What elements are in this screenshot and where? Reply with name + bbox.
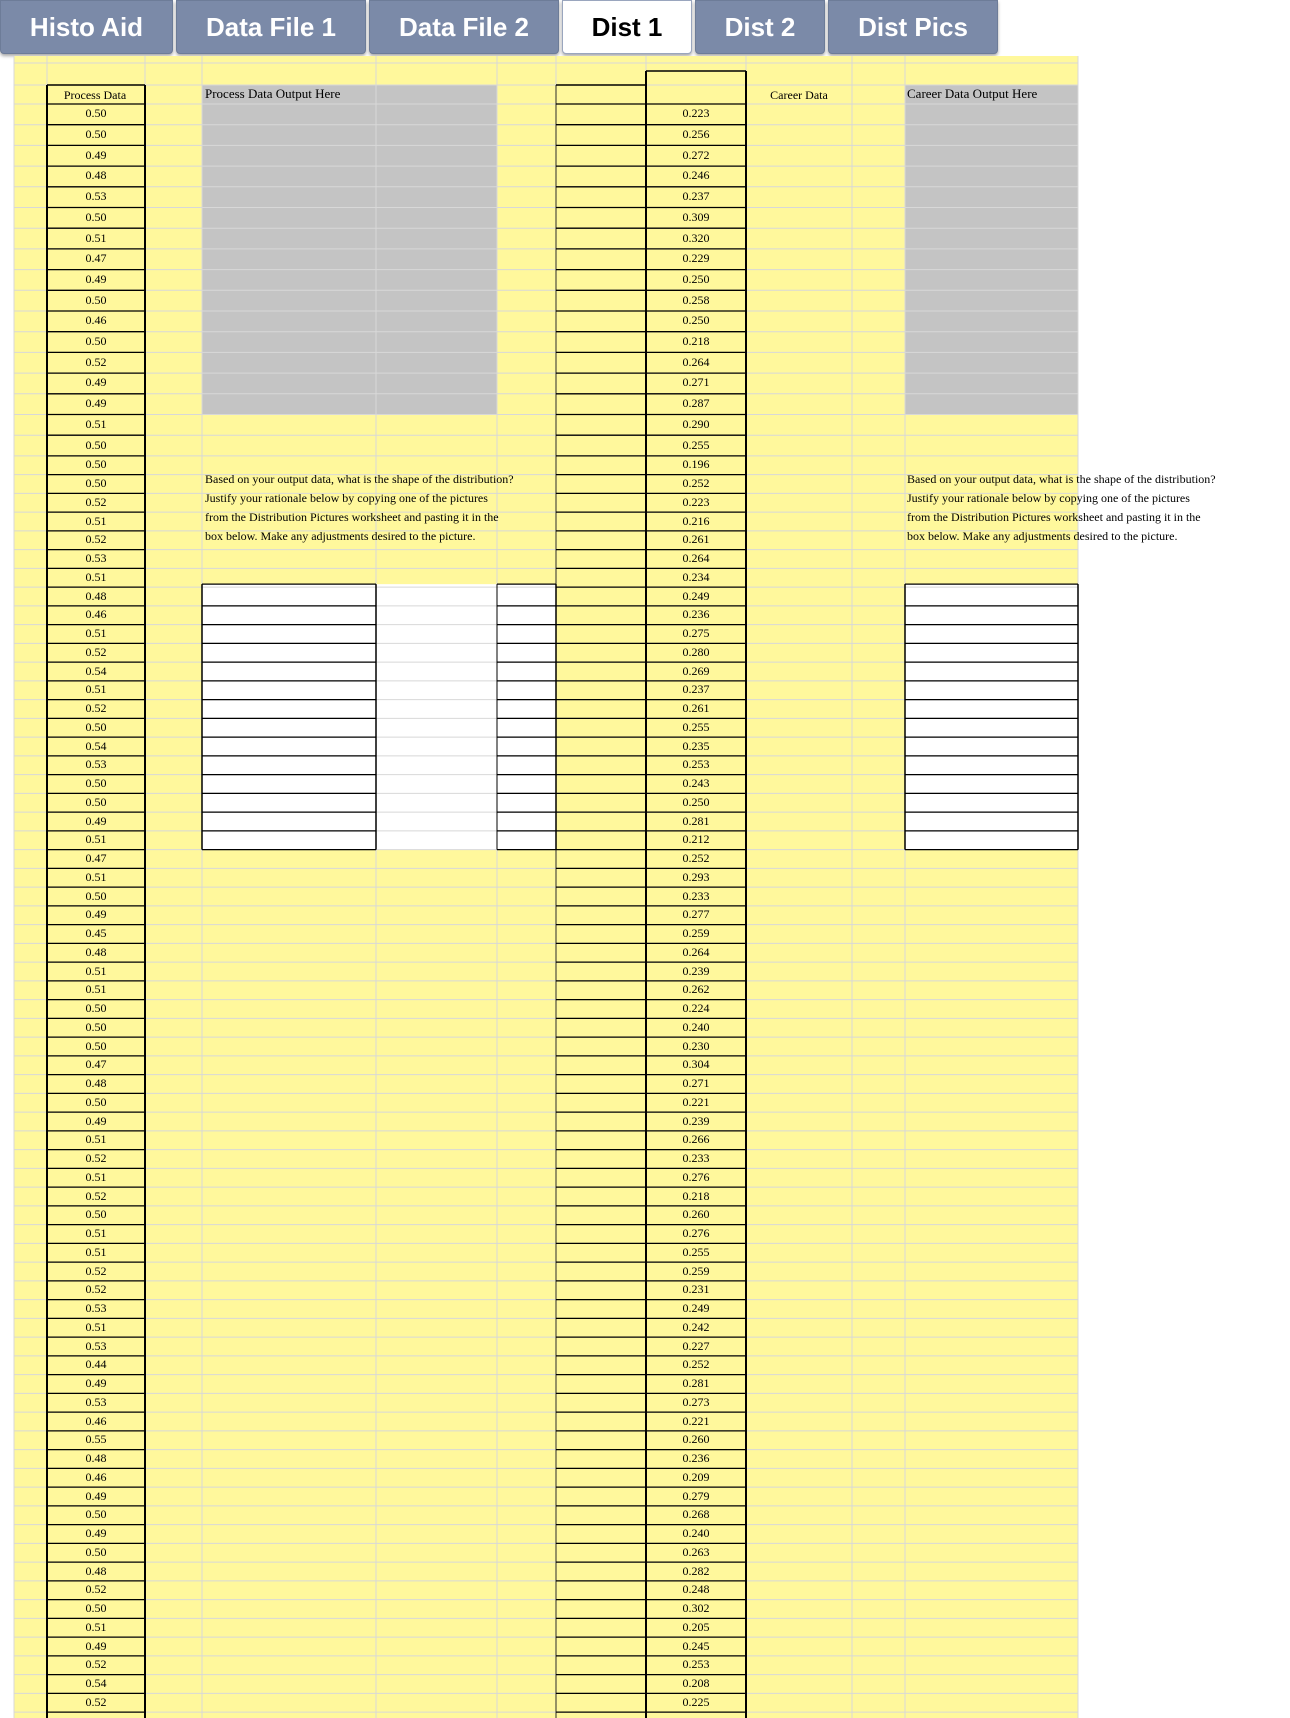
process-data-cell[interactable]: 0.54 — [85, 1676, 107, 1691]
career-data-cell[interactable]: 0.266 — [682, 1132, 710, 1147]
career-data-cell[interactable]: 0.260 — [682, 1207, 710, 1222]
process-question-line-2: Justify your rationale below by copying one of the pictures — [205, 490, 488, 505]
process-data-cell[interactable]: 0.51 — [85, 1619, 107, 1634]
career-data-cell[interactable]: 0.243 — [682, 776, 710, 791]
process-data-cell[interactable]: 0.47 — [85, 851, 107, 866]
career-question-line-3: from the Distribution Pictures worksheet and pasting it in the — [907, 509, 1201, 524]
process-data-cell[interactable]: 0.44 — [85, 1357, 107, 1372]
process-data-cell[interactable]: 0.53 — [85, 757, 107, 772]
process-data-cell[interactable]: 0.47 — [85, 1057, 107, 1072]
process-data-cell[interactable]: 0.52 — [85, 354, 107, 369]
process-data-cell[interactable]: 0.52 — [85, 1282, 107, 1297]
process-data-cell[interactable]: 0.48 — [85, 588, 107, 603]
process-data-cell[interactable]: 0.50 — [85, 1001, 107, 1016]
career-question-line-4: box below. Make any adjustments desired to the picture. — [907, 528, 1178, 543]
process-data-cell[interactable]: 0.46 — [85, 1413, 107, 1428]
process-data-cell[interactable]: 0.49 — [85, 396, 107, 411]
career-data-cell[interactable]: 0.259 — [682, 926, 710, 941]
process-question-line-3: from the Distribution Pictures worksheet and pasting it in the — [205, 509, 499, 524]
process-data-cell[interactable]: 0.49 — [85, 147, 107, 162]
process-data-cell[interactable]: 0.51 — [85, 1244, 107, 1259]
career-data-cell[interactable]: 0.237 — [682, 682, 710, 697]
career-data-cell[interactable]: 0.209 — [682, 1469, 710, 1484]
career-data-cell[interactable]: 0.264 — [682, 354, 710, 369]
career-answer-box — [905, 584, 1078, 850]
career-data-cell[interactable]: 0.279 — [682, 1488, 710, 1503]
career-data-cell[interactable]: 0.216 — [682, 513, 710, 528]
career-data-cell[interactable]: 0.230 — [682, 1038, 710, 1053]
career-data-cell[interactable]: 0.269 — [682, 663, 710, 678]
career-data-cell[interactable]: 0.320 — [682, 230, 710, 245]
career-data-cell[interactable]: 0.255 — [682, 437, 710, 452]
process-data-cell[interactable]: 0.50 — [85, 127, 107, 142]
process-data-cell[interactable]: 0.51 — [85, 230, 107, 245]
tab-dist-1[interactable]: Dist 1 — [562, 0, 692, 54]
process-question-line-4: box below. Make any adjustments desired to the picture. — [205, 528, 476, 543]
career-data-cell[interactable]: 0.250 — [682, 313, 710, 328]
process-data-cell[interactable]: 0.52 — [85, 1582, 107, 1597]
process-data-cell[interactable]: 0.54 — [85, 663, 107, 678]
process-data-cell[interactable]: 0.50 — [85, 437, 107, 452]
cell-grid — [0, 56, 1290, 1718]
process-data-cell[interactable]: 0.50 — [85, 1094, 107, 1109]
career-data-cell[interactable]: 0.293 — [682, 869, 710, 884]
process-data-cell[interactable]: 0.51 — [85, 1226, 107, 1241]
process-data-cell[interactable]: 0.49 — [85, 1638, 107, 1653]
process-data-cell[interactable]: 0.46 — [85, 607, 107, 622]
process-data-cell[interactable]: 0.49 — [85, 1113, 107, 1128]
process-data-cell[interactable]: 0.51 — [85, 832, 107, 847]
process-data-cell[interactable]: 0.46 — [85, 313, 107, 328]
career-question-line-1: Based on your output data, what is the shape of the distribution? — [907, 472, 1216, 486]
career-data-cell[interactable]: 0.246 — [682, 168, 710, 183]
career-data-header: Career Data — [770, 88, 828, 102]
process-data-cell[interactable]: 0.45 — [85, 926, 107, 941]
career-data-cell[interactable]: 0.255 — [682, 1244, 710, 1259]
process-data-cell[interactable]: 0.51 — [85, 982, 107, 997]
career-data-cell[interactable]: 0.248 — [682, 1582, 710, 1597]
process-data-cell[interactable]: 0.50 — [85, 476, 107, 491]
career-data-cell[interactable]: 0.196 — [682, 457, 710, 472]
career-data-cell[interactable]: 0.227 — [682, 1338, 710, 1353]
career-data-cell[interactable]: 0.277 — [682, 907, 710, 922]
process-data-cell[interactable]: 0.51 — [85, 869, 107, 884]
process-data-cell[interactable]: 0.50 — [85, 334, 107, 349]
process-question — [205, 470, 514, 546]
process-data-cell[interactable]: 0.51 — [85, 1319, 107, 1334]
process-data-cell[interactable]: 0.52 — [85, 1188, 107, 1203]
career-data-cell[interactable]: 0.271 — [682, 375, 710, 390]
career-data-cell[interactable]: 0.264 — [682, 944, 710, 959]
career-data-cell[interactable]: 0.259 — [682, 1263, 710, 1278]
career-data-cell[interactable]: 0.223 — [682, 494, 710, 509]
process-data-cell[interactable]: 0.50 — [85, 106, 107, 121]
tab-histo-aid[interactable]: Histo Aid — [0, 0, 173, 54]
career-data-cell[interactable]: 0.260 — [682, 1432, 710, 1447]
career-data-cell[interactable]: 0.263 — [682, 1544, 710, 1559]
career-data-cell[interactable]: 0.233 — [682, 888, 710, 903]
worksheet[interactable] — [0, 56, 1290, 1718]
process-data-cell[interactable]: 0.55 — [85, 1432, 107, 1447]
career-data-cell[interactable]: 0.268 — [682, 1507, 710, 1522]
process-data-cell[interactable]: 0.50 — [85, 209, 107, 224]
career-data-cell[interactable]: 0.218 — [682, 1188, 710, 1203]
career-data-cell[interactable]: 0.276 — [682, 1169, 710, 1184]
process-data-cell[interactable]: 0.48 — [85, 168, 107, 183]
career-data-cell[interactable]: 0.239 — [682, 1113, 710, 1128]
career-question-line-2: Justify your rationale below by copying one of the pictures — [907, 490, 1190, 505]
process-data-cell[interactable]: 0.51 — [85, 416, 107, 431]
career-data-cell[interactable]: 0.302 — [682, 1601, 710, 1616]
career-data-cell[interactable]: 0.240 — [682, 1526, 710, 1541]
process-data-cell[interactable]: 0.51 — [85, 626, 107, 641]
process-data-cell[interactable]: 0.53 — [85, 189, 107, 204]
career-data-cell[interactable]: 0.309 — [682, 209, 710, 224]
process-data-cell[interactable]: 0.50 — [85, 1601, 107, 1616]
career-data-cell[interactable]: 0.253 — [682, 1657, 710, 1672]
career-data-cell[interactable]: 0.258 — [682, 292, 710, 307]
career-data-cell[interactable]: 0.225 — [682, 1694, 710, 1709]
process-output-label: Process Data Output Here — [205, 86, 341, 101]
process-data-cell[interactable]: 0.52 — [85, 532, 107, 547]
process-data-cell[interactable]: 0.48 — [85, 1451, 107, 1466]
career-data-cell[interactable]: 0.256 — [682, 127, 710, 142]
process-data-cell[interactable]: 0.53 — [85, 1338, 107, 1353]
career-data-cell[interactable]: 0.229 — [682, 251, 710, 266]
process-question-line-1: Based on your output data, what is the shape of the distribution? — [205, 472, 514, 486]
process-data-cell[interactable]: 0.50 — [85, 794, 107, 809]
process-data-cell[interactable]: 0.49 — [85, 271, 107, 286]
career-data-cell[interactable]: 0.281 — [682, 813, 710, 828]
career-data-cell[interactable]: 0.253 — [682, 757, 710, 772]
process-data-cell[interactable]: 0.48 — [85, 1563, 107, 1578]
tab-dist-2[interactable]: Dist 2 — [695, 0, 825, 54]
process-data-cell[interactable]: 0.49 — [85, 1526, 107, 1541]
process-data-cell[interactable]: 0.47 — [85, 251, 107, 266]
sheet-tab-bar — [0, 0, 1290, 56]
career-data-cell[interactable]: 0.281 — [682, 1376, 710, 1391]
process-data-cell[interactable]: 0.49 — [85, 1376, 107, 1391]
process-data-cell[interactable]: 0.50 — [85, 888, 107, 903]
process-data-cell[interactable]: 0.51 — [85, 1169, 107, 1184]
process-data-header: Process Data — [63, 88, 127, 102]
career-data-cell[interactable]: 0.239 — [682, 963, 710, 978]
tab-data-file-2[interactable]: Data File 2 — [369, 0, 559, 54]
career-data-cell[interactable]: 0.276 — [682, 1226, 710, 1241]
career-data-cell[interactable]: 0.236 — [682, 607, 710, 622]
career-data-cell[interactable]: 0.261 — [682, 532, 710, 547]
career-data-cell[interactable]: 0.262 — [682, 982, 710, 997]
process-data-cell[interactable]: 0.50 — [85, 457, 107, 472]
career-data-cell[interactable]: 0.245 — [682, 1638, 710, 1653]
career-data-cell[interactable]: 0.218 — [682, 334, 710, 349]
career-data-cell[interactable]: 0.287 — [682, 396, 710, 411]
career-data-cell[interactable]: 0.280 — [682, 644, 710, 659]
process-data-cell[interactable]: 0.52 — [85, 644, 107, 659]
tab-data-file-1[interactable]: Data File 1 — [176, 0, 366, 54]
process-data-cell[interactable]: 0.54 — [85, 738, 107, 753]
career-data-cell[interactable]: 0.233 — [682, 1151, 710, 1166]
career-data-cell[interactable]: 0.250 — [682, 271, 710, 286]
process-data-cell[interactable]: 0.52 — [85, 1657, 107, 1672]
career-data-cell[interactable]: 0.223 — [682, 106, 710, 121]
career-data-cell[interactable]: 0.221 — [682, 1094, 710, 1109]
career-data-cell[interactable]: 0.255 — [682, 719, 710, 734]
process-data-cell[interactable]: 0.51 — [85, 569, 107, 584]
career-data-cell[interactable]: 0.212 — [682, 832, 710, 847]
career-data-cell[interactable]: 0.237 — [682, 189, 710, 204]
career-data-cell[interactable]: 0.272 — [682, 147, 710, 162]
process-data-cell[interactable]: 0.51 — [85, 1132, 107, 1147]
career-data-cell[interactable]: 0.242 — [682, 1319, 710, 1334]
process-data-cell[interactable]: 0.50 — [85, 1207, 107, 1222]
tab-dist-pics[interactable]: Dist Pics — [828, 0, 998, 54]
career-data-cell[interactable]: 0.234 — [682, 569, 710, 584]
career-output-label: Career Data Output Here — [907, 86, 1038, 101]
career-data-cell[interactable]: 0.221 — [682, 1413, 710, 1428]
career-data-cell[interactable]: 0.208 — [682, 1676, 710, 1691]
process-data-cell[interactable]: 0.46 — [85, 1469, 107, 1484]
process-data-cell[interactable]: 0.50 — [85, 292, 107, 307]
career-data-cell[interactable]: 0.231 — [682, 1282, 710, 1297]
career-data-cell[interactable]: 0.271 — [682, 1076, 710, 1091]
process-answer-box — [202, 584, 556, 850]
process-output-area — [202, 85, 497, 415]
process-data-cell[interactable]: 0.49 — [85, 375, 107, 390]
process-data-cell[interactable]: 0.48 — [85, 944, 107, 959]
career-data-cell[interactable]: 0.290 — [682, 416, 710, 431]
career-data-cell[interactable]: 0.249 — [682, 1301, 710, 1316]
process-data-cell[interactable]: 0.50 — [85, 1507, 107, 1522]
process-data-cell[interactable]: 0.52 — [85, 1694, 107, 1709]
career-data-cell[interactable]: 0.264 — [682, 551, 710, 566]
career-data-cell[interactable]: 0.224 — [682, 1001, 710, 1016]
career-data-cell[interactable]: 0.250 — [682, 794, 710, 809]
process-data-cell[interactable]: 0.50 — [85, 1038, 107, 1053]
career-data-cell[interactable]: 0.261 — [682, 701, 710, 716]
career-data-cell[interactable]: 0.282 — [682, 1563, 710, 1578]
career-data-cell[interactable]: 0.252 — [682, 1357, 710, 1372]
process-data-cell[interactable]: 0.52 — [85, 1151, 107, 1166]
career-data-cell[interactable]: 0.236 — [682, 1451, 710, 1466]
career-data-cell[interactable]: 0.235 — [682, 738, 710, 753]
process-data-cell[interactable]: 0.50 — [85, 776, 107, 791]
process-data-cell[interactable]: 0.52 — [85, 701, 107, 716]
process-data-cell[interactable]: 0.51 — [85, 682, 107, 697]
career-data-cell[interactable]: 0.252 — [682, 851, 710, 866]
career-data-cell[interactable]: 0.275 — [682, 626, 710, 641]
career-data-cell[interactable]: 0.249 — [682, 588, 710, 603]
process-data-cell[interactable]: 0.53 — [85, 1301, 107, 1316]
process-data-cell[interactable]: 0.53 — [85, 551, 107, 566]
process-data-cell[interactable]: 0.50 — [85, 1544, 107, 1559]
career-data-cell[interactable]: 0.304 — [682, 1057, 710, 1072]
process-data-cell[interactable]: 0.48 — [85, 1076, 107, 1091]
career-output-area — [905, 85, 1078, 415]
career-data-cell[interactable]: 0.273 — [682, 1394, 710, 1409]
career-data-cell[interactable]: 0.252 — [682, 476, 710, 491]
career-question — [907, 470, 1216, 546]
process-data-cell[interactable]: 0.50 — [85, 1019, 107, 1034]
process-data-cell[interactable]: 0.53 — [85, 1394, 107, 1409]
career-data-cell[interactable]: 0.240 — [682, 1019, 710, 1034]
process-data-cell[interactable]: 0.49 — [85, 1488, 107, 1503]
process-data-cell[interactable]: 0.52 — [85, 1263, 107, 1278]
process-data-cell[interactable]: 0.51 — [85, 963, 107, 978]
process-data-cell[interactable]: 0.50 — [85, 719, 107, 734]
process-data-cell[interactable]: 0.49 — [85, 813, 107, 828]
process-data-cell[interactable]: 0.49 — [85, 907, 107, 922]
process-data-cell[interactable]: 0.52 — [85, 494, 107, 509]
process-data-cell[interactable]: 0.51 — [85, 513, 107, 528]
career-data-cell[interactable]: 0.205 — [682, 1619, 710, 1634]
